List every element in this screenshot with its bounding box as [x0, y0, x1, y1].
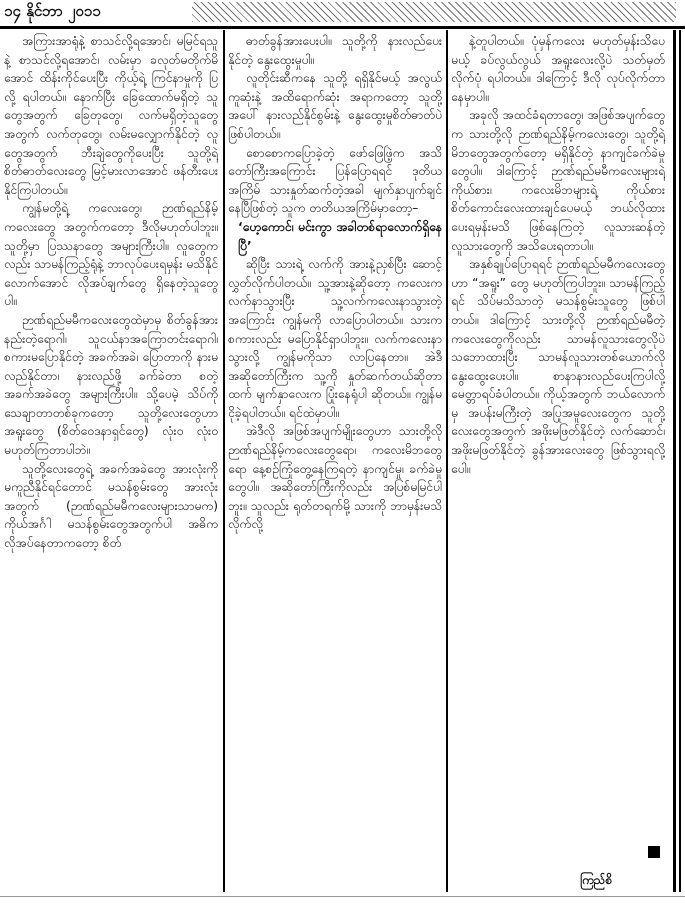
paragraph: ကျွန်မတို့ရဲ့ ကလေးတွေ၊ ဉာဏ်ရည်နိမ့်ကလေးတွေ အတွက်ကတော့ ဒီလိုမဟုတ်ပါဘူး။ သူတို့မှာ ပြဿနာတွေ အများကြီးပါ။ လူတွေကလည်း သာမန်ကြည့်ရုံနဲ့ ဘာလုပ်ပေးရမှန်း မသိနိုင်လောက်အောင် လိုအပ်ချက်တွေ ရှိနေတဲ့သူတွေပါ။: [4, 201, 218, 309]
paragraph: နဲ့တူပါတယ်။ ပုံမှန်ကလေး မဟုတ်မှန်းသိပေမယ့် ခပ်လွယ်လွယ် အရူးလေးလို့ပဲ သတ်မှတ်လိုက်ပုံ ရပါတယ်။ ဒါကြောင့် ဒီလို လုပ်လိုက်တာ နေမှာပါ။: [451, 34, 665, 104]
page-border: [673, 30, 676, 892]
paragraph: အကြားအာရုံနဲ့ စာသင်လို့ရအောင်၊ မမြင်ရသူနဲ့ စာသင်လို့ရအောင်၊ လမ်းမှာ ခလုတ်မတိုက်မိအောင် ထိန်းကိုင်ပေးပြီး ကိုယ့်ရဲ့ ကြင်နာမှုကို ပြလို့ ရပါတယ်။ နောက်ပြီး ခြေထောက်မရှိတဲ့ သူတွေအတွက် ခြေတုတွေ၊ လက်မရှိတဲ့သူတွေအတွက် လက်တုတွေ၊ လမ်းမလျှောက်နိုင်တဲ့ လူတွေအတွက် ဘီးချဲတွေကိုပေးပြီး သူတို့ရဲ့ စိတ်ဓာတ်လေးတွေ မြင့်မားလာအောင် ဖန်တီးပေးနိုင်ကြပါတယ်။: [4, 34, 218, 197]
paragraph: ဓာတ်ခွန်အားပေးပါ။ သူတို့ကို နားလည်ပေးနိုင်တဲ့ နွေးထွေးမှုပါ။: [228, 34, 442, 67]
page-number-date: ၁၄ နိုင်ဘာ ၂၀၁၁: [4, 2, 101, 20]
header-hatch-pattern: [192, 2, 676, 22]
paragraph: ဆိုပြီး သားရဲ့ လက်ကို အားနဲ့ညှစ်ပြီး ဆောင့်လွှတ်လိုက်ပါတယ်။ သူ့အားနဲ့ဆိုတော့ ကလေးက လက်နာသွားပြီး သူ့လက်ကလေးနာသွားတဲ့ အကြောင်း ကျွန်မကို လာပြောပါတယ်။ သားကစကားလည်း မပြောနိုင်ရှာပါဘူး။ လက်ကလေးနာသွားလို့ ကျွန်မကိုသာ လာပြနေတာ။ အဲဒီ အဆိုတော်ကြီးက သူ့ကို နှုတ်ဆက်တယ်ဆိုတာထက် မျက်နှာလေးက ပြုံးနေရုံပါ ဆိုတယ်။ ကျွန်မ ငိုခဲ့ရပါတယ်။ ရင်ထဲမှာပါ။: [228, 257, 442, 420]
article-end-mark: [648, 846, 660, 858]
text-column-2: [228, 32, 442, 892]
paragraph: စောစောကပြောခဲ့တဲ့ ဖော်ဖြေဖြဲ့က အသိတော်ကြီးအကြောင်း ပြန်ပြောရရင် ဒုတိယအကြိမ် သားနှုတ်ဆက်တဲ့အခါ မျက်နှာပျက်ချင်နေပြီဖြစ်တဲ့ သူက တတိယအကြိမ်မှာတော့–: [228, 145, 442, 216]
bottom-rule: [0, 896, 685, 897]
paragraph: ဉာဏ်ရည်မမီကလေးတွေထဲမှာမှ စိတ်ခွန်အားနည်းတဲ့ရောဂါ၊ သူငယ်နာအကြောတင်းရောဂါ၊ စကားမပြောနိုင်တဲ့ အခက်အခဲ၊ ပြောတာကို နားမလည်နိုင်တာ၊ နားလည်ဖို့ ခက်ခဲတာ စတဲ့ အခက်အခဲတွေ အများကြီးပါ။ သို့ပေမဲ့ သိပ်ကိုသေချာတာတစ်ခုကတော့ သူတို့လေးတွေဟာ အရူးတွေ (စိတ်ဝေဒနာရှင်တွေ) လုံးဝ လုံးဝ မဟုတ်ကြတာပါဘဲ။: [4, 312, 218, 458]
text-column-3: [451, 32, 665, 892]
page-border: [679, 30, 681, 892]
page-header: [0, 0, 685, 29]
paragraph: အနှစ်ချုပ်ပြောရရင် ဉာဏ်ရည်မမီကလေးတွေဟာ “အရူး” တွေ မဟုတ်ကြပါဘူး။ သာမန်ကြည့်ရင် သိပ်မသိသာတဲ့ မသန်စွမ်းသူတွေ ဖြစ်ပါတယ်။ ဒါကြောင့် သားတို့လို ဉာဏ်ရည်မမီတဲ့ ကလေးတွေကိုလည်း သာမန်လူသားတွေလိုပဲ သဘောထားပြီး သာမန်လူသားတစ်ယောက်လို နွေးထွေးပေးပါ။ စာနာနားလည်ပေးကြပါလို့ မေတ္တာရပ်ခံပါတယ်။ ကိုယ့်အတွက် ဘယ်လောက်မှ အပန်းမကြီးတဲ့ အပြုအမူလေးတွေက သူတို့လေးတွေအတွက် အဖိုးမဖြတ်နိုင်တဲ့ လက်ဆောင်၊ အဖိုးမဖြတ်နိုင်တဲ့ ခွန်အားလေးတွေ ဖြစ်သွားရလို့ပေါ။: [451, 257, 665, 476]
paragraph: အခုလို အထင်ခံရတာတွေ၊ အဖြစ်အပျက်တွေက သားတို့လို ဉာဏ်ရည်နိမ့်ကလေးတွေ၊ သူတို့ရဲ့ မိဘတွေအတွက်တော့ မရှိနိုင်တဲ့ နာကျင်ခက်ခဲမှုတွေပါ။ ဒါကြောင့် ဉာဏ်ရည်မမီကလေးများရဲ့ ကိုယ်စား၊ ကလေးမိဘများရဲ့ ကိုယ်စား စိတ်ကောင်းလေးထားချင်ပေမယ့် ဘယ်လိုထားပေးရမှန်းမသိ ဖြစ်နေကြတဲ့ လူသားဆန်တဲ့ လူသားတွေကို အသိပေးရတာပါ။: [451, 108, 665, 253]
quoted-speech: ‘ဟေ့ကောင်၊ မင်းကွာ အခါတစ်ရာလောက်ရှိနေပြီ’: [238, 219, 442, 253]
text-column-1: [4, 32, 218, 892]
paragraph: အဲဒီလို အဖြစ်အပျက်မျိုးတွေဟာ သားတို့လို ဉာဏ်ရည်နိမ့်ကလေးတွေရော၊ ကလေးမိဘတွေရော နေ့စဉ်ကြုံတွေ့နေကြရတဲ့ နာကျင်မှု၊ ခက်ခဲမှုတွေပါ။ အဆိုတော်ကြီးကိုလည်း အပြစ်မမြင်ပါဘူး။ သူလည်း ရုတ်တရက်မို့ သားကို ဘာမှန်းမသိလိုက်လို့: [228, 424, 442, 532]
column-divider: [446, 30, 448, 892]
paragraph: သူတို့လေးတွေရဲ့ အခက်အခဲတွေ အားလုံးကို မကူညီနိုင်ရင်တောင် မသန်စွမ်းတွေ အားလုံးအတွက် (ဉာဏ်ရည်မမီကလေးများသာမက) ကိုယ်အင်္ဂါ မသန်စွမ်းတွေအတွက်ပါ အဓိကလိုအပ်နေတာကတော့ စိတ်: [4, 461, 218, 551]
paragraph: လူတိုင်းဆီကနေ သူတို့ ရရှိနိုင်မယ့် အလွယ်ကူဆုံးနဲ့ အထိရောက်ဆုံး အရာကတော့ သူတို့အပေါ် နားလည်နိုင်စွမ်းနဲ့ နွေးထွေးမှုစိတ်ဓာတ်ပဲ ဖြစ်ပါတယ်။: [228, 71, 442, 141]
author-byline: ကြည်စိ: [580, 873, 613, 887]
column-divider: [223, 30, 225, 892]
